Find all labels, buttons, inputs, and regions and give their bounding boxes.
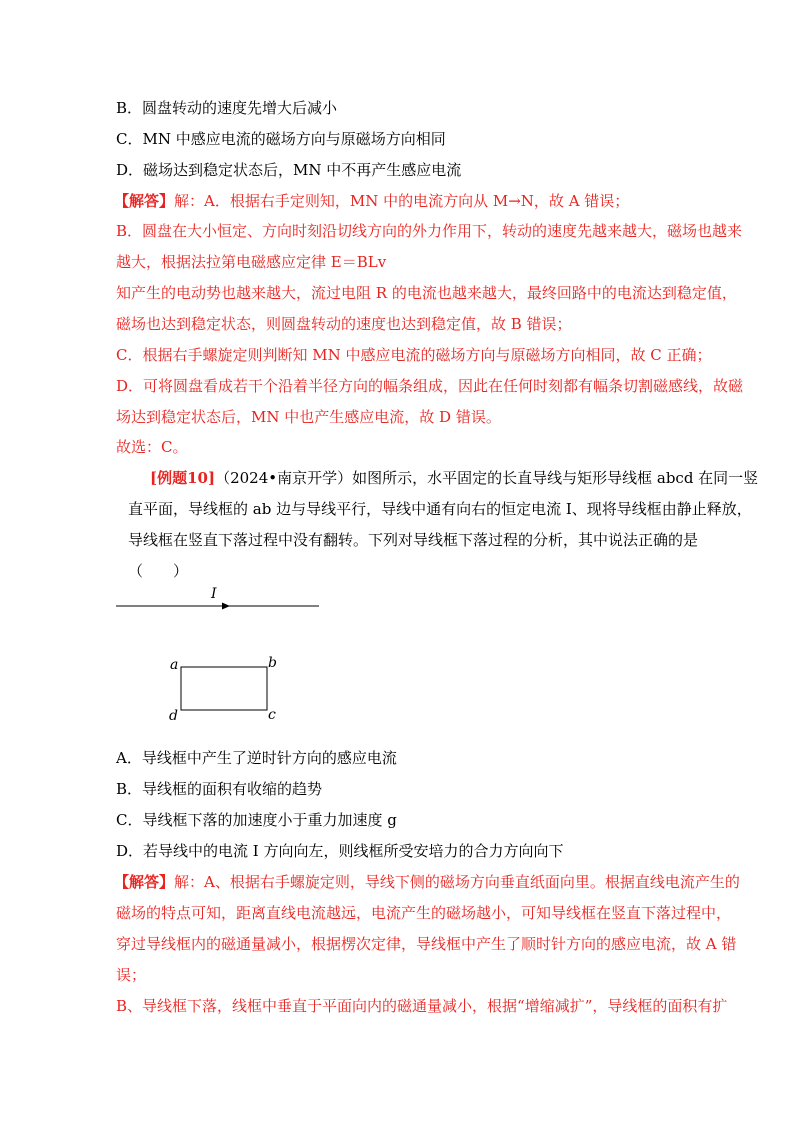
answer-1-line-6: C．根据右手螺旋定则判断知 MN 中感应电流的磁场方向与原磁场方向相同，故 C 正确； xyxy=(116,346,712,364)
answer-1-line-8: 场达到稳定状态后，MN 中也产生感应电流，故 D 错误。 xyxy=(116,408,501,426)
current-arrow-icon xyxy=(222,603,230,610)
answer-tag: 【解答】 xyxy=(114,192,175,210)
answer-2-line-4: 误； xyxy=(116,966,147,984)
answer-text-2: 解：A、根据右手螺旋定则，导线下侧的磁场方向垂直纸面向里。根据直线电流产生的 xyxy=(174,873,740,891)
example-text: （2024•南京开学）如图所示，水平固定的长直导线与矩形导线框 abcd 在同一竖 xyxy=(215,469,759,487)
example-tag: [例题10] xyxy=(150,469,216,487)
answer-text: 解：A．根据右手定则知，MN 中的电流方向从 M→N，故 A 错误； xyxy=(174,192,630,210)
answer-1-line-9: 故选：C。 xyxy=(116,438,188,456)
answer-2-line-2: 磁场的特点可知，距离直线电流越远，电流产生的磁场越小，可知导线框在竖直下落过程中， xyxy=(116,904,732,922)
answer-1-line-4: 知产生的电动势也越来越大，流过电阻 R 的电流也越来越大，最终回路中的电流达到稳定值， xyxy=(116,284,737,302)
answer-1-line-3: 越大，根据法拉第电磁感应定律 E＝BLv xyxy=(116,253,387,271)
example-10-line-1 xyxy=(150,468,758,488)
current-label: I xyxy=(211,586,217,602)
answer-2-line-5: B、导线框下落，线框中垂直于平面向内的磁通量减小，根据“增缩减扩”，导线框的面积有扩 xyxy=(116,997,728,1015)
option-c-2: C．导线框下落的加速度小于重力加速度 g xyxy=(116,811,397,829)
option-d-2: D．若导线中的电流 I 方向向左，则线框所受安培力的合力方向向下 xyxy=(116,842,564,860)
answer-1-line-2: B．圆盘在大小恒定、方向时刻沿切线方向的外力作用下，转动的速度先越来越大，磁场也越来 xyxy=(116,222,743,240)
answer-tag-2: 【解答】 xyxy=(114,873,175,891)
option-b-2: B．导线框的面积有收缩的趋势 xyxy=(116,780,323,798)
example-10-line-3: 导线框在竖直下落过程中没有翻转。下列对导线框下落过程的分析，其中说法正确的是 xyxy=(128,531,699,549)
option-b: B．圆盘转动的速度先增大后减小 xyxy=(116,99,338,117)
corner-a: a xyxy=(170,657,179,673)
option-c: C．MN 中感应电流的磁场方向与原磁场方向相同 xyxy=(116,130,446,148)
option-a: A．导线框中产生了逆时针方向的感应电流 xyxy=(116,749,397,767)
corner-b: b xyxy=(268,655,277,671)
example-10-line-2: 直平面，导线框的 ab 边与导线平行，导线中通有向右的恒定电流 I、现将导线框由静止释放， xyxy=(128,500,752,518)
answer-1-line-7: D．可将圆盘看成若干个沿着半径方向的幅条组成，因此在任何时刻都有幅条切割磁感线，故磁 xyxy=(116,377,744,395)
corner-c: c xyxy=(268,707,276,723)
answer-2-line-1 xyxy=(114,872,740,892)
answer-2-line-3: 穿过导线框内的磁通量减小，根据楞次定律，导线框中产生了顺时针方向的感应电流，故 A 错 xyxy=(116,935,737,953)
option-d: D．磁场达到稳定状态后，MN 中不再产生感应电流 xyxy=(116,161,462,179)
wire-and-loop-figure xyxy=(110,585,330,725)
answer-1-line-5: 磁场也达到稳定状态，则圆盘转动的速度也达到稳定值，故 B 错误； xyxy=(116,315,572,333)
answer-1-line-1 xyxy=(114,191,629,211)
example-10-line-4: （ ） xyxy=(128,562,189,580)
rectangular-loop xyxy=(181,667,267,710)
corner-d: d xyxy=(169,708,178,724)
